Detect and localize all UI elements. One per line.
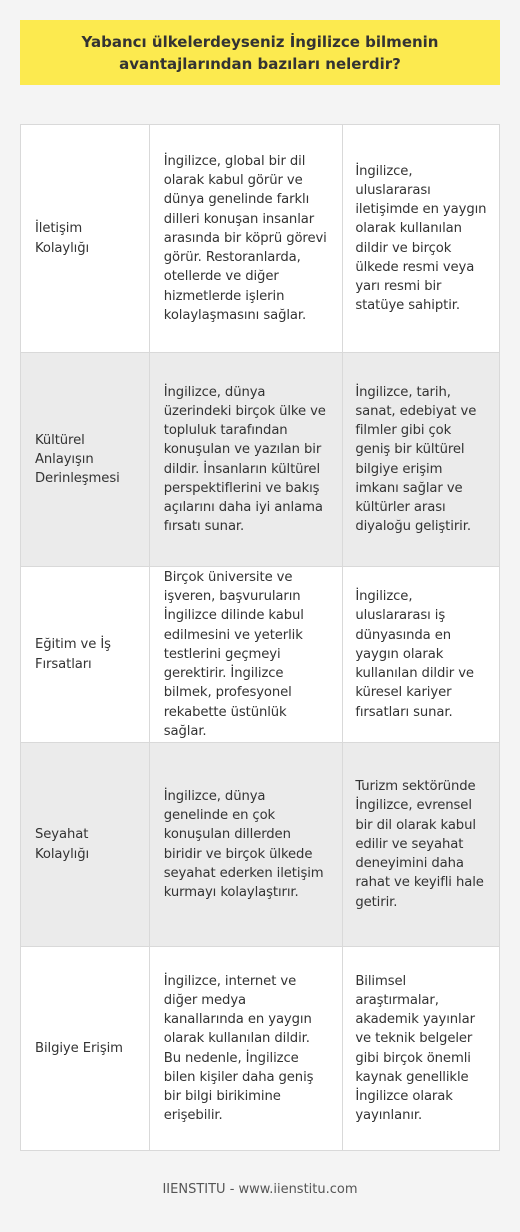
row-detail: İngilizce, uluslararası iletişimde en yaygın olarak kullanılan dildir ve birçok ülkede resmi veya yarı resmi bir statüye sahiptir. <box>343 125 500 353</box>
row-description: İngilizce, dünya genelinde en çok konuşulan dillerden biridir ve birçok ülkede seyahat ederken iletişim kurmayı kolaylaştırır. <box>150 743 344 947</box>
row-detail: Turizm sektöründe İngilizce, evrensel bir dil olarak kabul edilir ve seyahat deneyimini daha rahat ve keyifli hale getirir. <box>343 743 500 947</box>
row-detail: İngilizce, tarih, sanat, edebiyat ve filmler gibi çok geniş bir kültürel bilgiye erişim imkanı sağlar ve kültürler arası diyaloğu geliştirir. <box>343 353 500 567</box>
table-row <box>21 947 500 1151</box>
table-row <box>21 567 500 743</box>
table-row <box>21 743 500 947</box>
title-banner <box>20 20 500 85</box>
table-row <box>21 125 500 353</box>
row-description: İngilizce, global bir dil olarak kabul görür ve dünya genelinde farklı dilleri konuşan insanlar arasında bir köprü görevi görür. Restoranlarda, otellerde ve diğer hizmetlerde işlerin kolaylaşmasını sağlar. <box>150 125 344 353</box>
row-detail: İngilizce, uluslararası iş dünyasında en yaygın olarak kullanılan dildir ve küresel kariyer fırsatları sunar. <box>343 567 500 743</box>
row-description: İngilizce, internet ve diğer medya kanallarında en yaygın olarak kullanılan dildir. Bu nedenle, İngilizce bilen kişiler daha geniş bir bilgi birikimine erişebilir. <box>150 947 344 1151</box>
row-description: İngilizce, dünya üzerindeki birçok ülke ve topluluk tarafından konuşulan ve yazılan bir dildir. İnsanların kültürel perspektiflerini ve bakış açılarını daha iyi anlama fırsatı sunar. <box>150 353 344 567</box>
page-title: Yabancı ülkelerdeyseniz İngilizce bilmenin avantajlarından bazıları nelerdir? <box>81 32 439 73</box>
row-label: Kültürel Anlayışın Derinleşmesi <box>21 353 150 567</box>
row-label: İletişim Kolaylığı <box>21 125 150 353</box>
row-detail: Bilimsel araştırmalar, akademik yayınlar ve teknik belgeler gibi birçok önemli kaynak genellikle İngilizce olarak yayınlanır. <box>343 947 500 1151</box>
advantages-table <box>20 124 500 1151</box>
row-label: Eğitim ve İş Fırsatları <box>21 567 150 743</box>
row-label: Bilgiye Erişim <box>21 947 150 1151</box>
row-description: Birçok üniversite ve işveren, başvuruların İngilizce dilinde kabul edilmesini ve yeterlik testlerini geçmeyi gerektirir. İngilizce bilmek, profesyonel rekabette üstünlük sağlar. <box>150 567 344 743</box>
table-row <box>21 353 500 567</box>
footer-credit: IIENSTITU - www.iienstitu.com <box>162 1182 358 1197</box>
row-label: Seyahat Kolaylığı <box>21 743 150 947</box>
